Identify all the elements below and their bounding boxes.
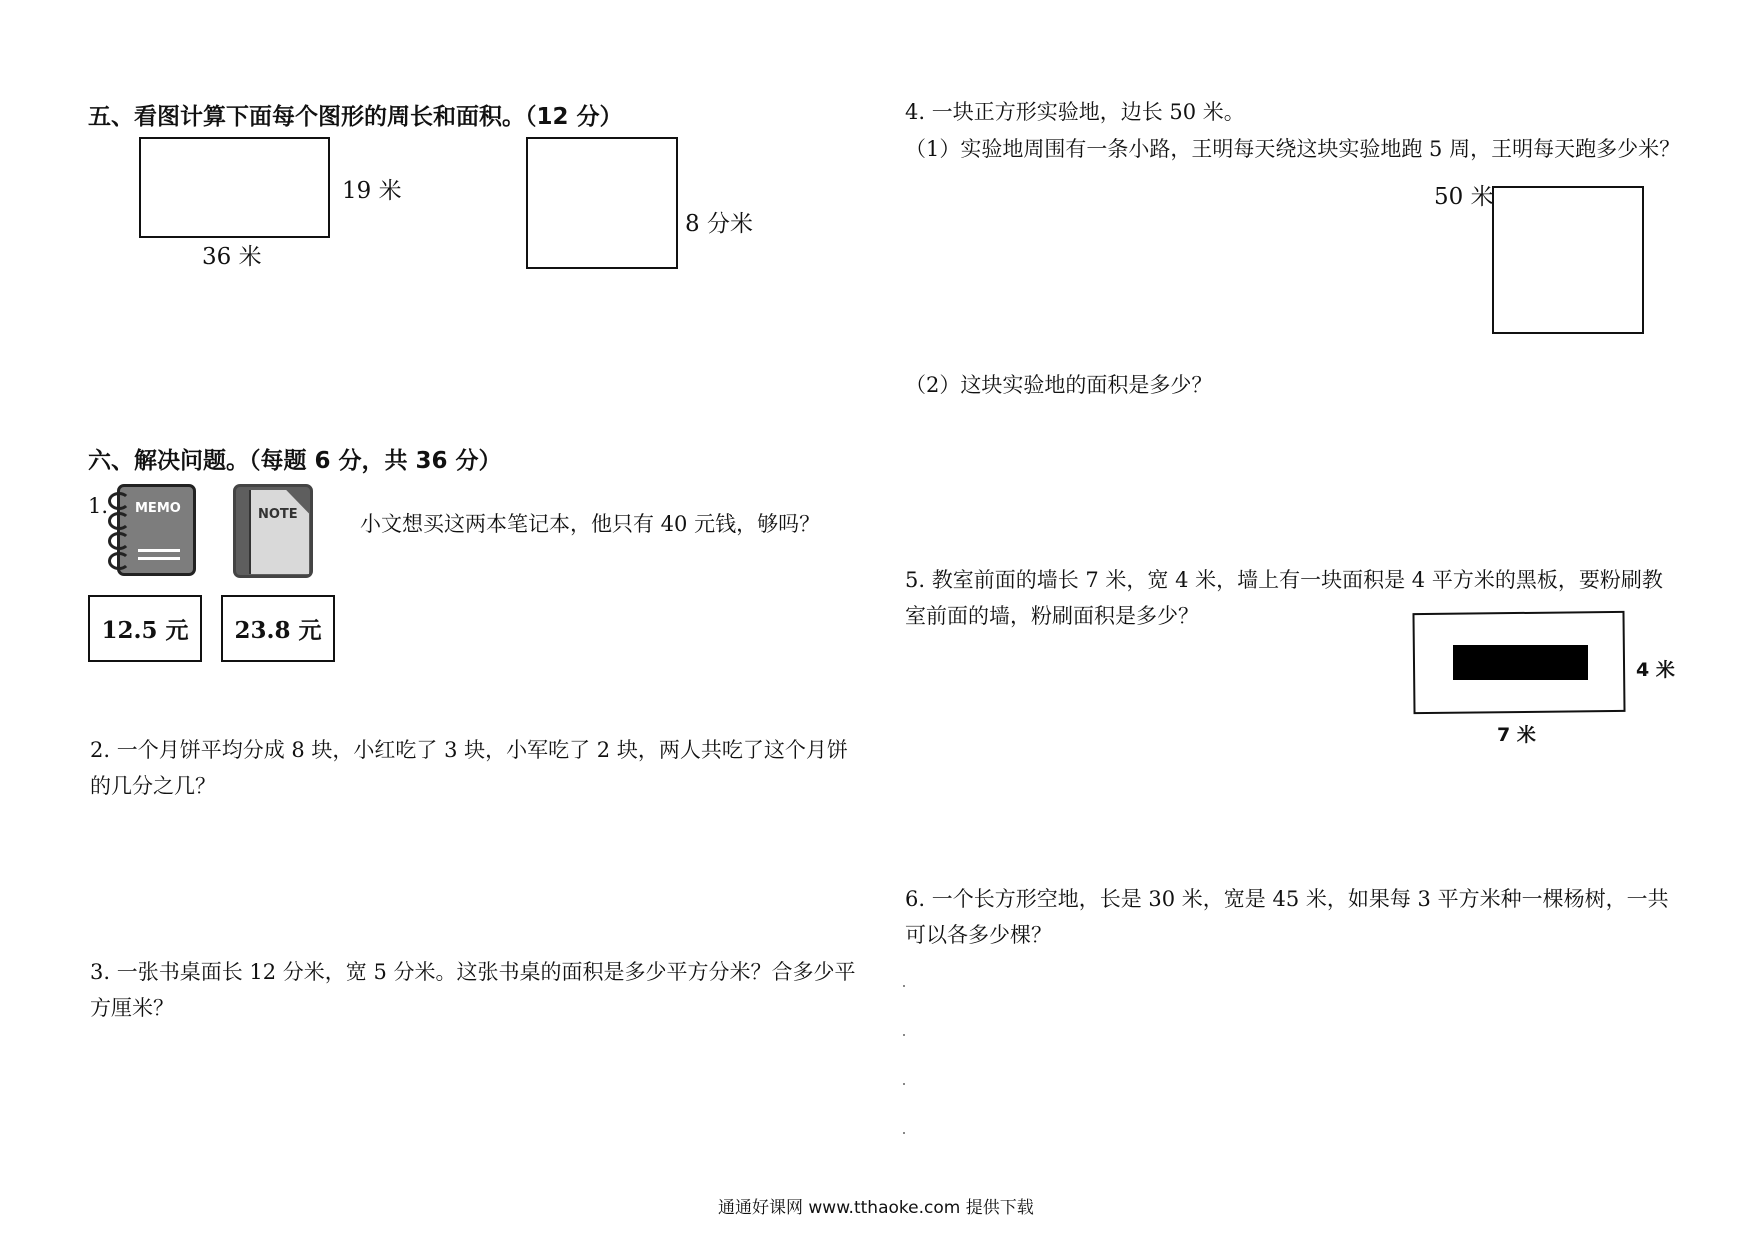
- price-tag-note: 23.8 元: [221, 595, 335, 662]
- memo-line-icon: [138, 557, 180, 560]
- square-side-label: 8 分米: [685, 211, 753, 237]
- q6-line1: 6. 一个长方形空地，长是 30 米，宽是 45 米，如果每 3 平方米种一棵杨树，一共: [905, 887, 1669, 911]
- scan-dot: [903, 1034, 905, 1036]
- q5-line2: 室前面的墙，粉刷面积是多少？: [905, 604, 1199, 628]
- blackboard-figure: [1453, 645, 1588, 680]
- memo-line-icon: [138, 549, 180, 552]
- q2-line1: 2. 一个月饼平均分成 8 块，小红吃了 3 块，小军吃了 2 块，两人共吃了这个月饼: [90, 738, 848, 762]
- q3-line1: 3. 一张书桌面长 12 分米，宽 5 分米。这张书桌的面积是多少平方分米？合多少平: [90, 960, 856, 984]
- note-notebook-image: [233, 484, 313, 578]
- note-label: NOTE: [258, 507, 298, 522]
- q1-text: 小文想买这两本笔记本，他只有 40 元钱，够吗？: [360, 512, 821, 536]
- spiral-binding-icon: [108, 492, 128, 570]
- memo-label: MEMO: [135, 501, 181, 516]
- q2-line2: 的几分之几？: [90, 774, 216, 798]
- q4-part2: （2）这块实验地的面积是多少？: [905, 373, 1213, 397]
- page-footer: 通通好课网 www.tthaoke.com 提供下载: [718, 1198, 1034, 1218]
- section6-title: 六、解决问题。（每题 6 分，共 36 分）: [88, 448, 502, 474]
- q5-line1: 5. 教室前面的墙长 7 米，宽 4 米，墙上有一块面积是 4 平方米的黑板，要粉刷教: [905, 568, 1663, 592]
- q4-square-label: 50 米: [1434, 184, 1494, 210]
- q4-part1: （1）实验地周围有一条小路，王明每天绕这块实验地跑 5 周，王明每天跑多少米？: [905, 137, 1681, 161]
- experiment-field-square: [1492, 186, 1644, 334]
- rectangle-length-label: 36 米: [202, 244, 262, 270]
- wall-length-label: 7 米: [1497, 724, 1536, 746]
- square-figure: [526, 137, 678, 269]
- q3-line2: 方厘米？: [90, 996, 174, 1020]
- rectangle-figure: [139, 137, 330, 238]
- q1-number: 1.: [88, 494, 109, 518]
- q4-line1: 4. 一块正方形实验地，边长 50 米。: [905, 100, 1245, 124]
- rectangle-width-label: 19 米: [342, 178, 402, 204]
- scan-dot: [903, 1132, 905, 1134]
- scan-dot: [903, 985, 905, 987]
- section5-title: 五、看图计算下面每个图形的周长和面积。（12 分）: [88, 104, 623, 130]
- price-tag-memo: 12.5 元: [88, 595, 202, 662]
- wall-height-label: 4 米: [1636, 659, 1675, 681]
- scan-dot: [903, 1083, 905, 1085]
- q6-line2: 可以各多少棵？: [905, 923, 1052, 947]
